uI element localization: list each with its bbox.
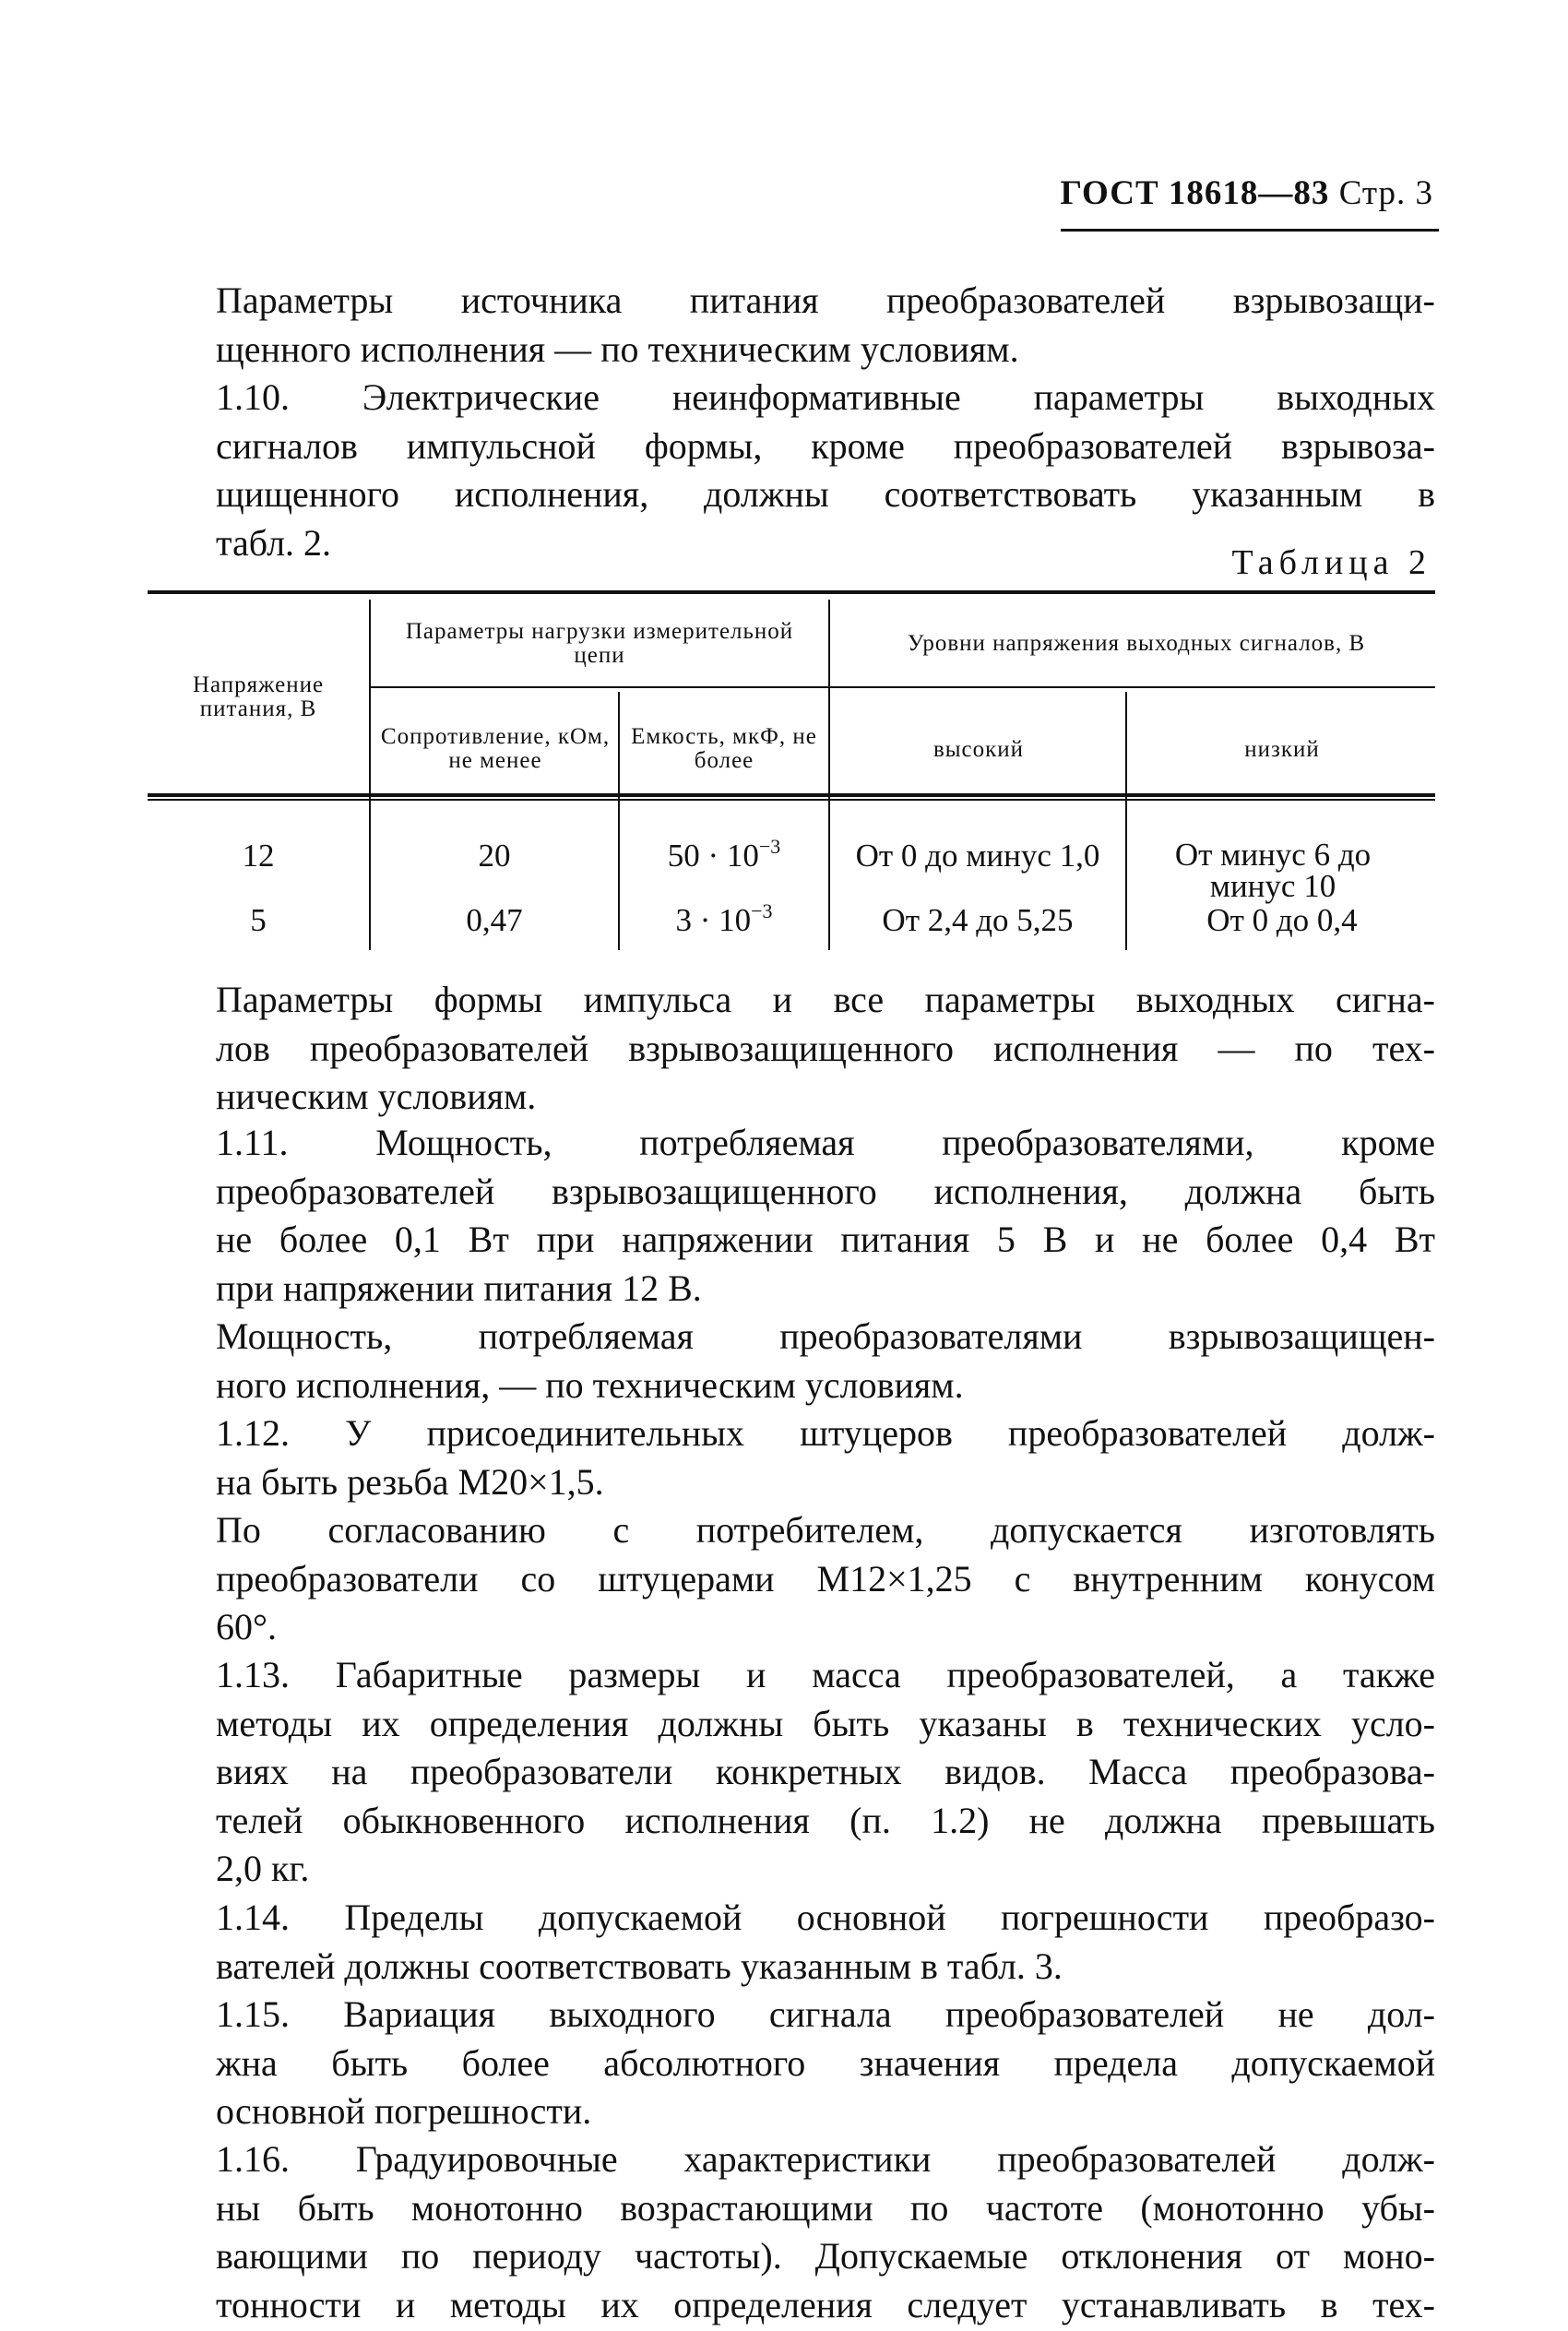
text-line: 2,0 кг.: [216, 1848, 310, 1889]
page-header: [1061, 173, 1439, 232]
header-resistance: Сопротивление, кОм, не менее: [380, 724, 611, 773]
text-line: щенного исполнения — по техническим условиям.: [216, 327, 1019, 370]
text-line: тонности и методы их определения следует устанавливать в тех-: [216, 2283, 1435, 2325]
text-line: жна быть более абсолютного значения предела допускаемой: [216, 2041, 1435, 2084]
text-line: 1.14. Пределы допускаемой основной погрешности преобразо-: [216, 1897, 1435, 1938]
text-line: телей обыкновенного исполнения (п. 1.2) не должна превышать: [216, 1799, 1435, 1841]
cell-resistance: 0,47: [466, 902, 523, 938]
paragraph-power-ex: [216, 1313, 1435, 1409]
table-col-divider: [1125, 692, 1127, 950]
cell-high: От 2,4 до 5,25: [882, 902, 1074, 938]
paragraph-1-15: [216, 1991, 1435, 2136]
text-line: методы их определения должны быть указаны в технических усло-: [216, 1702, 1435, 1744]
text-line: ны быть монотонно возрастающими по частоте (монотонно убы-: [216, 2186, 1435, 2229]
table-header-bottom-rule-2: [148, 799, 1435, 801]
text-line: преобразователи со штуцерами М12×1,25 с внутренним конусом: [216, 1557, 1435, 1600]
cell-capacity: [620, 835, 828, 874]
header-output-levels: Уровни напряжения выходных сигналов, В: [907, 631, 1366, 656]
paragraph-1-12: [216, 1409, 1435, 1506]
cell-capacity: [620, 899, 828, 938]
text-line: 60°.: [216, 1606, 277, 1647]
text-line: вателей должны соответствовать указанным в табл. 3.: [216, 1944, 1063, 1987]
cell-high: От 0 до минус 1,0: [855, 838, 1100, 874]
text-line: Параметры источника питания преобразователей взрывозащи-: [216, 279, 1435, 321]
paragraph-agreement: [216, 1506, 1435, 1652]
capacity-exponent: −3: [758, 835, 781, 858]
cell-low: От минус 6 до минус 10: [1174, 837, 1372, 904]
text-line: ного исполнения, — по техническим условиям.: [216, 1363, 964, 1406]
paragraph-1-11: [216, 1119, 1435, 1313]
capacity-base: 3 · 10: [675, 902, 752, 938]
text-line: 1.10. Электрические неинформативные параметры выходных: [216, 376, 1435, 418]
text-line: 1.11. Мощность, потребляемая преобразователями, кроме: [216, 1122, 1435, 1163]
table-col-divider: [369, 600, 371, 950]
text-line: Параметры формы импульса и все параметры выходных сигна-: [216, 979, 1435, 1020]
table-subheader-rule: [369, 686, 1435, 688]
text-line: при напряжении питания 12 В.: [216, 1267, 702, 1309]
paragraph-pulse-form: [216, 976, 1435, 1122]
cell-resistance: 20: [478, 838, 511, 874]
page-number: Стр. 3: [1338, 174, 1433, 212]
paragraph-1-10: [216, 374, 1435, 567]
table-2: [148, 590, 1435, 950]
text-line: 1.16. Градуировочные характеристики преобразователей долж-: [216, 2138, 1435, 2180]
text-line: табл. 2.: [216, 521, 332, 564]
text-line: основной погрешности.: [216, 2090, 592, 2132]
header-text: [1060, 173, 1433, 213]
text-line: щищенного исполнения, должны соответствовать указанным в: [216, 473, 1435, 515]
text-line: 1.13. Габаритные размеры и масса преобразователей, а также: [216, 1654, 1435, 1695]
table-header-bottom-rule: [148, 793, 1435, 797]
table-col-divider: [828, 600, 830, 950]
text-line: сигналов импульсной формы, кроме преобразователей взрывоза-: [216, 424, 1435, 467]
text-line: лов преобразователей взрывозащищенного исполнения — по тех-: [216, 1027, 1435, 1069]
text-line: 1.12. У присоединительных штуцеров преобразователей долж-: [216, 1412, 1435, 1454]
table-top-rule: [148, 590, 1435, 594]
capacity-base: 50 · 10: [667, 838, 759, 874]
text-line: на быть резьба М20×1,5.: [216, 1460, 604, 1503]
text-line: 1.15. Вариация выходного сигнала преобразователей не дол-: [216, 1993, 1435, 2035]
text-line: ническим условиям.: [216, 1076, 537, 1117]
text-line: По согласованию с потребителем, допускается изготовлять: [216, 1509, 1435, 1551]
text-line: преобразователей взрывозащищенного исполнения, должна быть: [216, 1170, 1435, 1212]
text-line: вающими по периоду частоты). Допускаемые отклонения от моно-: [216, 2235, 1435, 2277]
header-high: высокий: [932, 737, 1025, 762]
text-line: не более 0,1 Вт при напряжении питания 5 В и не более 0,4 Вт: [216, 1219, 1435, 1260]
table-caption: Таблица 2: [1231, 543, 1431, 582]
paragraph-power-supply: [216, 277, 1435, 374]
cell-supply: 5: [250, 902, 267, 938]
text-line: Мощность, потребляемая преобразователями взрывозащищен-: [216, 1315, 1435, 1357]
capacity-exponent: −3: [751, 899, 773, 922]
text-line: виях на преобразователи конкретных видов. Масса преобразова-: [216, 1751, 1435, 1792]
paragraph-1-13: [216, 1651, 1435, 1894]
cell-low: От 0 до 0,4: [1206, 902, 1358, 938]
document-code: ГОСТ 18618—83: [1060, 174, 1330, 212]
header-low: низкий: [1244, 737, 1320, 762]
header-supply-voltage: Напряжение питания, В: [192, 672, 325, 721]
header-capacity: Емкость, мкФ, не более: [631, 724, 817, 773]
cell-supply: 12: [242, 838, 275, 874]
paragraph-1-16: [216, 2135, 1435, 2329]
paragraph-1-14: [216, 1894, 1435, 1991]
header-load-params: Параметры нагрузки измерительной цепи: [405, 619, 794, 668]
